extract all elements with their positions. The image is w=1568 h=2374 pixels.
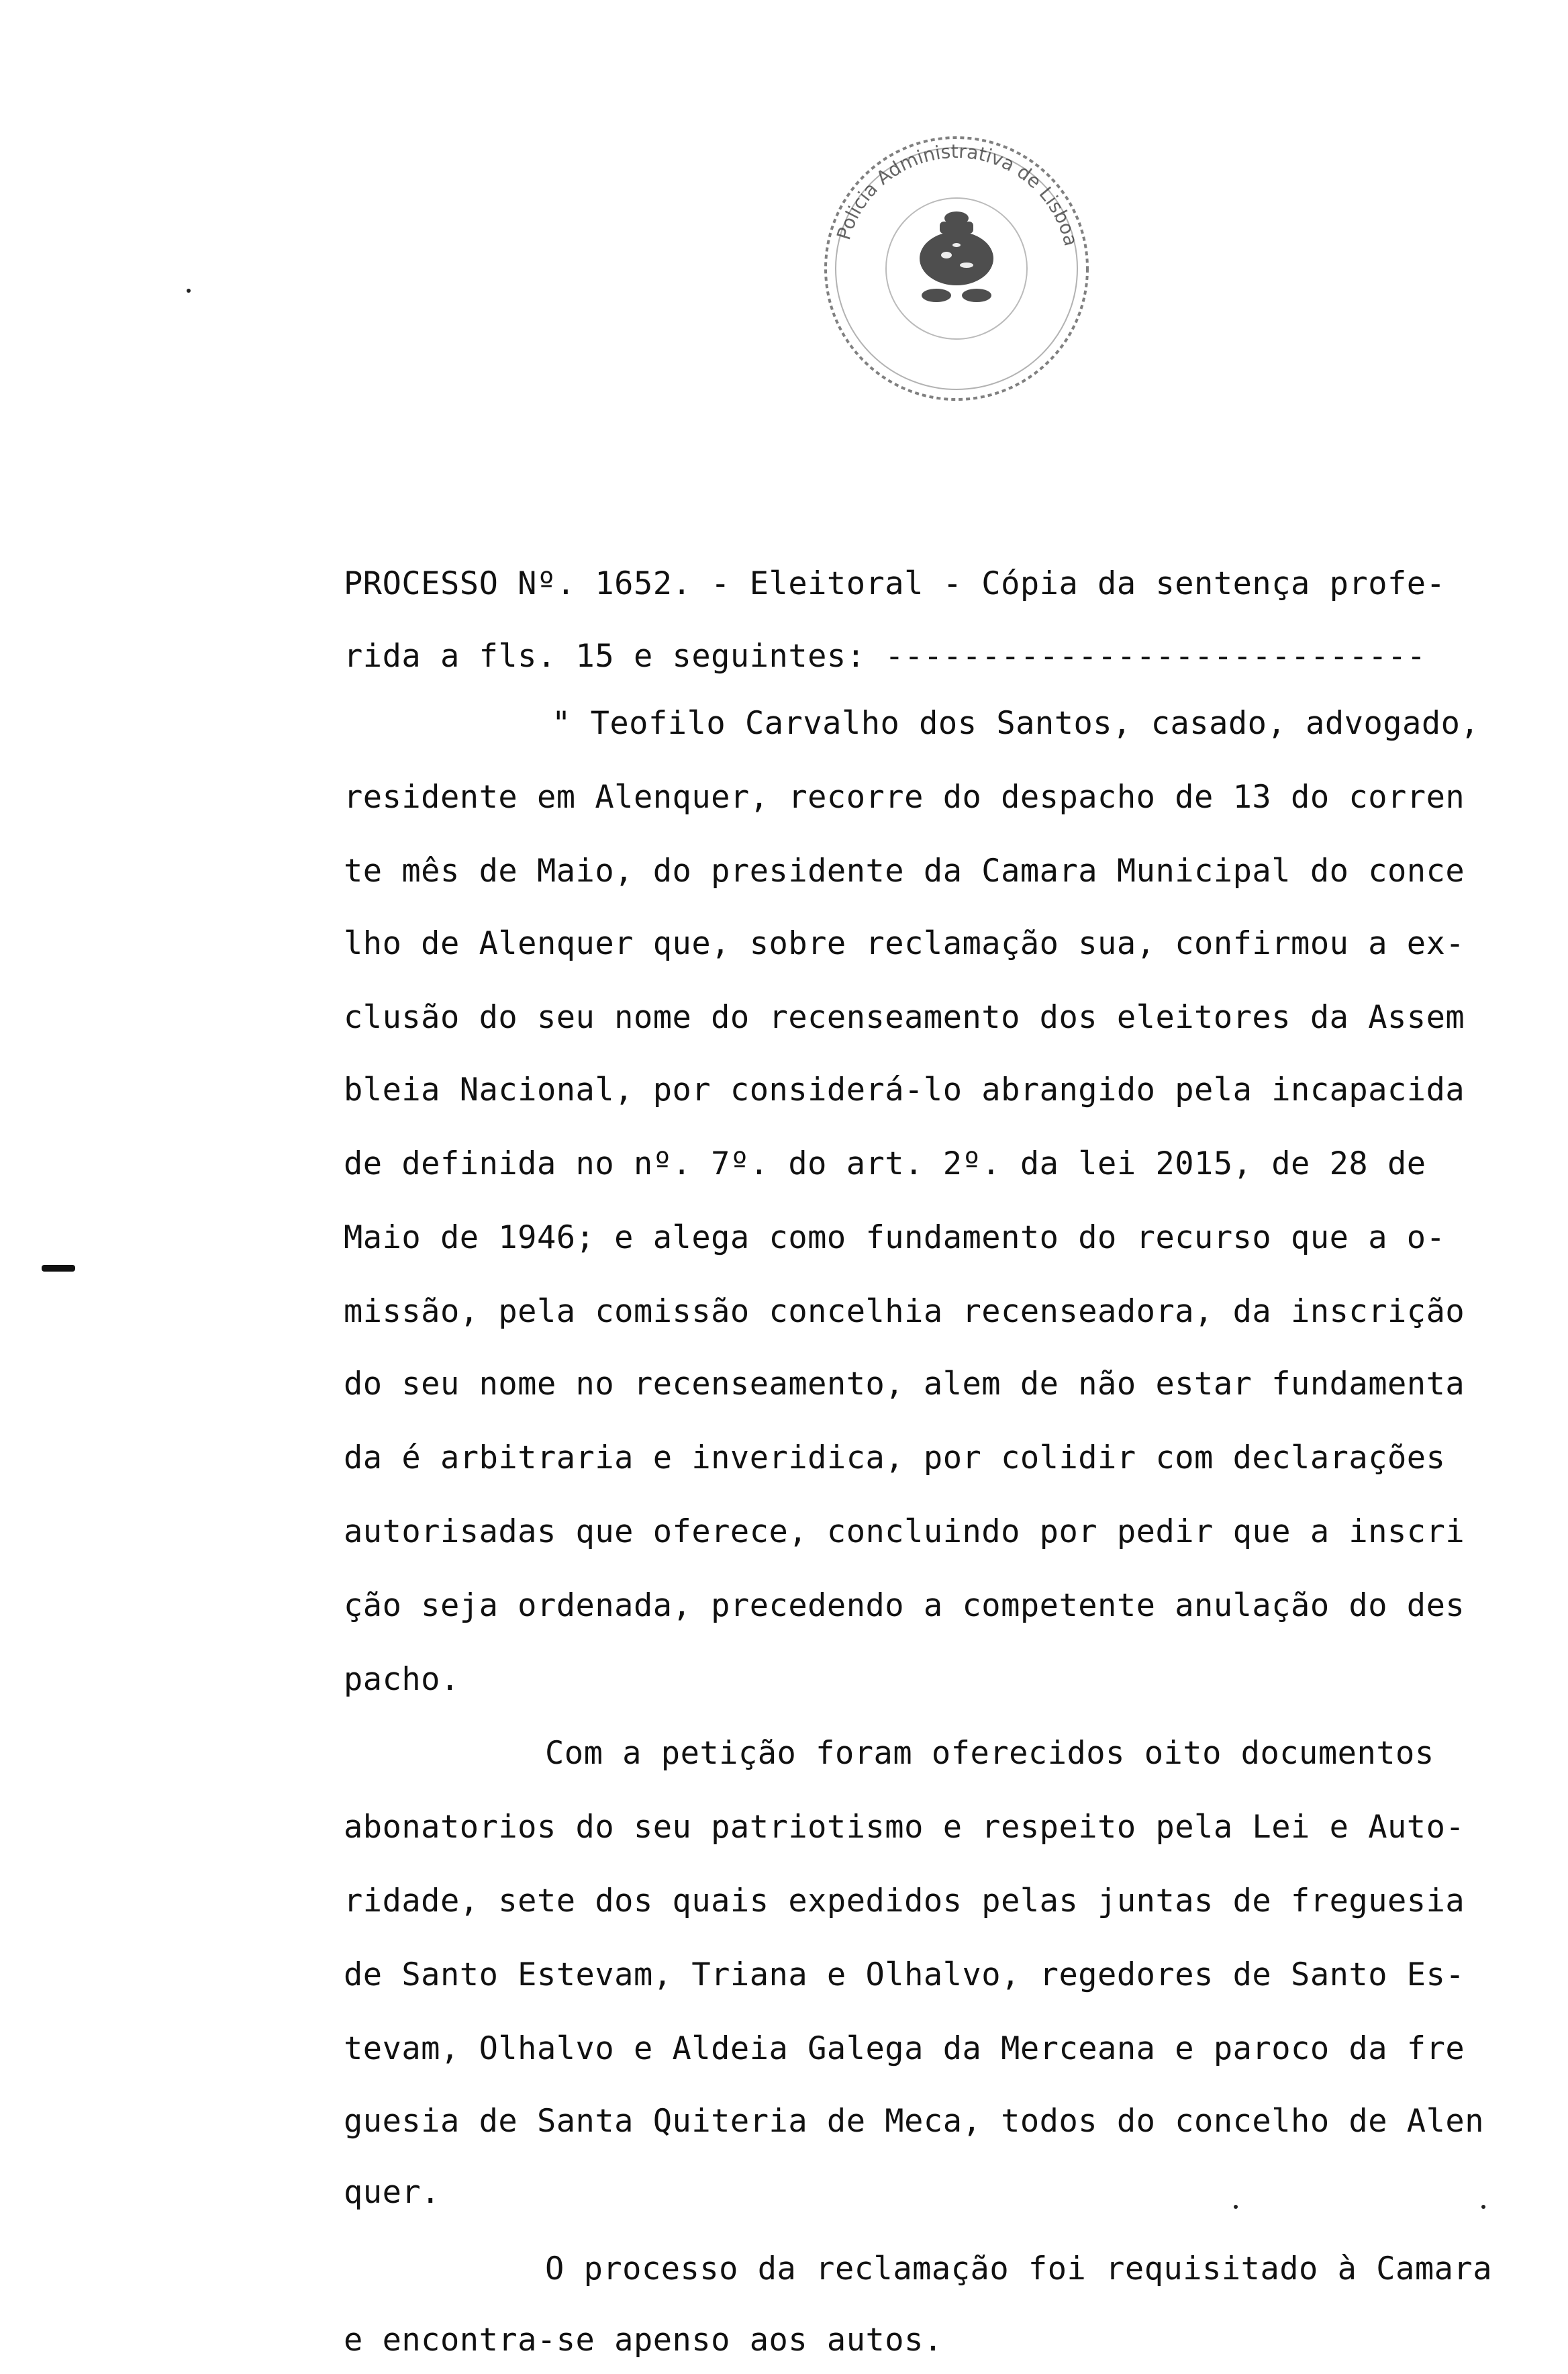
text-line: guesia de Santa Quiteria de Meca, todos do concelho de Alen: [344, 2103, 1484, 2140]
text-line: PROCESSO Nº. 1652. - Eleitoral - Cópia da sentença profe-: [344, 565, 1446, 602]
text-line: quer.: [344, 2174, 440, 2211]
text-line: tevam, Olhalvo e Aldeia Galega da Merceana e paroco da fre: [344, 2030, 1465, 2067]
text-line: e encontra-se apenso aos autos.: [344, 2322, 943, 2359]
text-line: lho de Alenquer que, sobre reclamação sua, confirmou a ex-: [344, 925, 1465, 962]
text-line: ção seja ordenada, precedendo a competente anulação do des: [344, 1587, 1465, 1624]
text-line: residente em Alenquer, recorre do despacho de 13 do corren: [344, 779, 1465, 816]
text-line: autorisadas que oferece, concluindo por pedir que a inscri: [344, 1513, 1465, 1550]
text-line: clusão do seu nome do recenseamento dos eleitores da Assem: [344, 999, 1465, 1036]
margin-mark: [42, 1265, 75, 1272]
text-line: rida a fls. 15 e seguintes: ----------------------------: [344, 638, 1426, 675]
text-line: de Santo Estevam, Triana e Olhalvo, regedores de Santo Es-: [344, 1956, 1465, 1993]
text-line: ridade, sete dos quais expedidos pelas juntas de freguesia: [344, 1883, 1465, 1919]
text-line: missão, pela comissão concelhia recenseadora, da inscrição: [344, 1293, 1465, 1330]
text-line: do seu nome no recenseamento, alem de não estar fundamenta: [344, 1366, 1465, 1403]
svg-text:Policia Administrativa de Lisb: Policia Administrativa de Lisboa: [832, 140, 1083, 248]
text-line: abonatorios do seu patriotismo e respeito pela Lei e Auto-: [344, 1809, 1465, 1846]
official-seal: [785, 101, 1121, 423]
text-line: te mês de Maio, do presidente da Camara Municipal do conce: [344, 853, 1465, 890]
speck: [1481, 2205, 1485, 2209]
speck: [187, 289, 191, 293]
text-line: da é arbitraria e inveridica, por colidir com declarações: [344, 1439, 1446, 1476]
text-line: bleia Nacional, por considerá-lo abrangido pela incapacida: [344, 1072, 1465, 1108]
text-line: Maio de 1946; e alega como fundamento do recurso que a o-: [344, 1219, 1446, 1256]
text-line: O processo da reclamação foi requisitado à Camara: [545, 2250, 1493, 2287]
text-line: de definida no nº. 7º. do art. 2º. da lei 2015, de 28 de: [344, 1145, 1426, 1182]
speck: [1234, 2205, 1238, 2209]
text-line: pacho.: [344, 1661, 460, 1698]
text-line: " Teofilo Carvalho dos Santos, casado, advogado,: [552, 705, 1480, 742]
text-line: Com a petição foram oferecidos oito documentos: [545, 1735, 1434, 1772]
